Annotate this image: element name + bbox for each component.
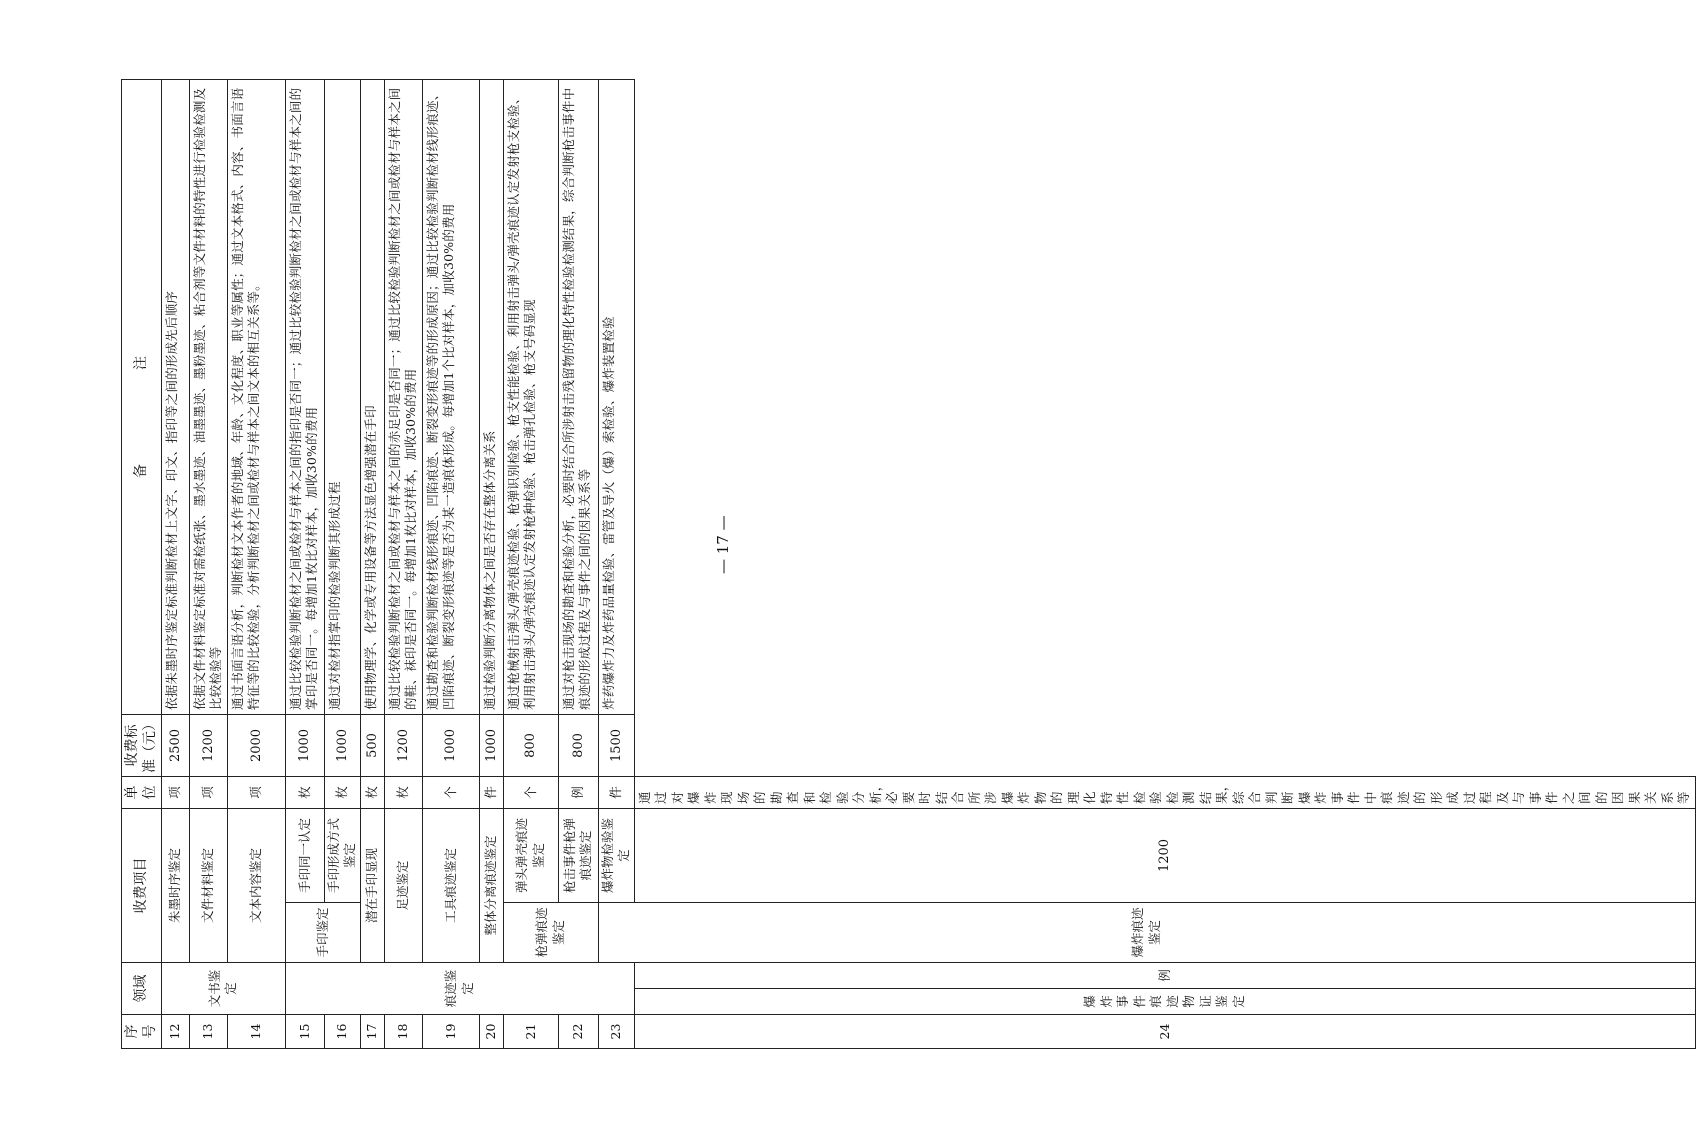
table-row — [189, 80, 227, 1049]
row-no: 21 — [503, 1015, 558, 1049]
row-unit: 枚 — [285, 777, 324, 809]
row-no: 18 — [384, 1015, 422, 1049]
row-unit: 枚 — [324, 777, 360, 809]
row-item: 潜在手印显现 — [360, 809, 384, 963]
page-number: — 17 — — [714, 515, 732, 574]
row-fee: 1000 — [422, 715, 479, 777]
row-note: 通过对枪击现场的勘查和检验分析，必要时结合所涉射击残留物的理化特性检验检测结果，综合判断枪击事件中痕迹的形成过程及与事件之间的因果关系等 — [558, 80, 598, 715]
row-item: 文本内容鉴定 — [227, 809, 285, 963]
row-no: 17 — [360, 1015, 384, 1049]
row-unit: 项 — [189, 777, 227, 809]
row-fee: 500 — [360, 715, 384, 777]
header-note: 备 注 — [122, 80, 162, 715]
row-item: 文件材料鉴定 — [189, 809, 227, 963]
row-note: 通过勘查和检验判断检材线形痕迹、凹陷痕迹、断裂变形痕迹等的形成原因；通过比较检验判断检材线形痕迹、凹陷痕迹、断裂变形痕迹等是否为某一造痕体形成。每增加1个比对样本，加收30%的费用 — [422, 80, 479, 715]
row-note: 通过对检材指掌印的检验判断其形成过程 — [324, 80, 360, 715]
row-no: 14 — [227, 1015, 285, 1049]
row-fee: 2000 — [227, 715, 285, 777]
row-item: 枪击事件枪弹痕迹鉴定 — [558, 809, 598, 903]
domain-document: 文书鉴定 — [161, 963, 285, 1015]
row-note: 炸药爆炸力及炸药品量检验、雷管及导火（爆）索检验、爆炸装置检验 — [598, 80, 634, 715]
row-item: 爆炸物检验鉴定 — [598, 809, 634, 903]
row-fee: 1000 — [285, 715, 324, 777]
table-row — [285, 80, 324, 1049]
row-unit: 件 — [479, 777, 503, 809]
subgroup-handprint: 手印鉴定 — [285, 903, 360, 963]
row-no: 22 — [558, 1015, 598, 1049]
row-note: 使用物理学、化学或专用设备等方法显色增强潜在手印 — [360, 80, 384, 715]
header-unit: 单位 — [122, 777, 162, 809]
row-unit: 个 — [422, 777, 479, 809]
row-fee: 2500 — [161, 715, 189, 777]
table-row — [422, 80, 479, 1049]
header-fee: 收费标准（元） — [122, 715, 162, 777]
row-item: 手印形成方式鉴定 — [324, 809, 360, 903]
row-unit: 个 — [503, 777, 558, 809]
row-no: 13 — [189, 1015, 227, 1049]
subgroup-firearm: 枪弹痕迹鉴定 — [503, 903, 598, 963]
row-fee: 1200 — [384, 715, 422, 777]
row-no: 16 — [324, 1015, 360, 1049]
row-note: 通过枪械射击弹头/弹壳痕迹检验、枪弹识别检验、枪支性能检验、利用射击弹头/弹壳痕迹认定发射枪支检验、利用射击弹头/弹壳痕迹认定发射枪种检验、枪击弹孔检验、枪支号码显现 — [503, 80, 558, 715]
row-unit: 例 — [634, 963, 1695, 989]
table-row — [503, 80, 558, 1049]
table-row — [161, 80, 189, 1049]
row-unit: 项 — [227, 777, 285, 809]
row-note: 通过比较检验判断检材之间或检材与样本之间的指印是否同一；通过比较检验判断检材之间或检材与样本之间的掌印是否同一。每增加1枚比对样本，加收30%的费用 — [285, 80, 324, 715]
row-note: 依据朱墨时序鉴定标准判断检材上文字、印文、指印等之间的形成先后顺序 — [161, 80, 189, 715]
row-note: 通过书面言语分析，判断检材文本作者的地域、年龄、文化程度、职业等属性；通过文本格式、内容、书面言语特征等的比较检验，分析判断检材之间或检材与样本之间文本的相互关系等。 — [227, 80, 285, 715]
row-no: 23 — [598, 1015, 634, 1049]
table-row — [479, 80, 503, 1049]
row-no: 15 — [285, 1015, 324, 1049]
table-row — [384, 80, 422, 1049]
fee-table — [121, 79, 1696, 1049]
row-fee: 1200 — [634, 809, 1695, 903]
row-fee: 800 — [558, 715, 598, 777]
fee-table-sheet — [121, 80, 1692, 1049]
row-item: 手印同一认定 — [285, 809, 324, 903]
row-note: 通过检验判断分离物体之间是否存在整体分离关系 — [479, 80, 503, 715]
domain-trace: 痕迹鉴定 — [285, 963, 634, 1015]
table-row — [598, 80, 634, 1049]
row-no: 19 — [422, 1015, 479, 1049]
row-unit: 例 — [558, 777, 598, 809]
row-no: 24 — [634, 1015, 1695, 1049]
row-note: 通过比较检验判断检材之间或检材与样本之间的赤足印是否同一；通过比较检验判断检材之间或检材与样本之间的鞋、袜印是否同一。每增加1枚比对样本，加收30%的费用 — [384, 80, 422, 715]
header-no: 序号 — [122, 1015, 162, 1049]
row-note: 依据文件材料鉴定标准对需检纸张、墨水墨迹、油墨墨迹、墨粉墨迹、粘合剂等文件材料的特性进行检验检测及比较检验等 — [189, 80, 227, 715]
row-unit: 件 — [598, 777, 634, 809]
row-item: 足迹鉴定 — [384, 809, 422, 963]
row-unit: 枚 — [384, 777, 422, 809]
header-domain: 领域 — [122, 963, 162, 1015]
table-row — [360, 80, 384, 1049]
row-fee: 1000 — [479, 715, 503, 777]
row-note: 通过对爆炸现场的勘查和检验分析，必要时结合所涉爆炸物的理化特性检验检测结果，综合判断爆炸事件中痕迹的形成过程及与事件之间的因果关系等 — [634, 777, 1695, 809]
row-fee: 800 — [503, 715, 558, 777]
row-item: 弹头弹壳痕迹鉴定 — [503, 809, 558, 903]
table-row — [227, 80, 285, 1049]
row-unit: 项 — [161, 777, 189, 809]
row-fee: 1500 — [598, 715, 634, 777]
table-header-row — [122, 80, 162, 1049]
row-no: 12 — [161, 1015, 189, 1049]
row-item: 整体分离痕迹鉴定 — [479, 809, 503, 963]
subgroup-explosive: 爆炸痕迹鉴定 — [598, 903, 1695, 963]
row-item: 朱墨时序鉴定 — [161, 809, 189, 963]
row-fee: 1200 — [189, 715, 227, 777]
row-no: 20 — [479, 1015, 503, 1049]
header-item: 收费项目 — [122, 809, 162, 963]
row-fee: 1000 — [324, 715, 360, 777]
row-item: 爆炸事件痕迹物证鉴定 — [634, 989, 1695, 1015]
row-unit: 枚 — [360, 777, 384, 809]
row-item: 工具痕迹鉴定 — [422, 809, 479, 963]
